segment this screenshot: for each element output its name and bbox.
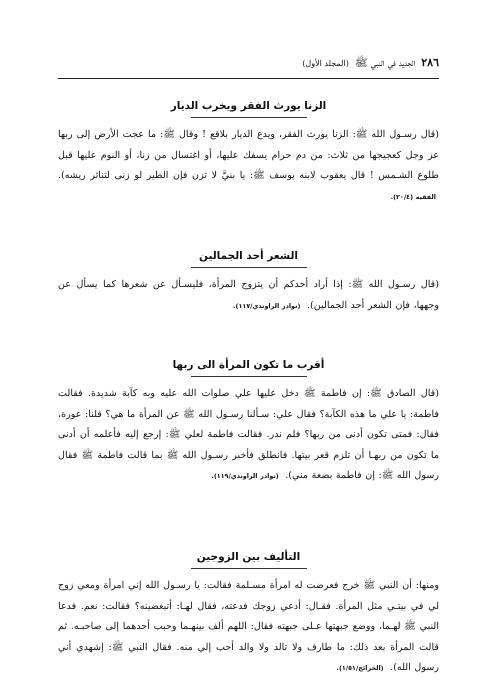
section-title: الزنا يورث الفقر ويخرب الديار [170,100,327,112]
title-underline [191,117,307,118]
source-citation: (نوادر الراوندي/١١٧). [233,301,301,310]
hadith-paragraph [58,576,439,679]
header-rule [58,78,439,79]
hadith-text: (قال رسـول الله ﷺ: إذا أراد أحدكم أن يتزوج المرأة، فليسـأل عن شعرها كما يسأل عن وجهها، فإن الشعر أحد الجمالين). [58,279,439,311]
hadith-paragraph [58,125,439,207]
section-closest [58,358,439,487]
page-number: ٢٨٦ [421,56,439,69]
section-hair [58,249,439,316]
source-citation: الفقيه (٢٠/٤). [390,192,436,201]
hadith-text: ومنها: أن النبي ﷺ خرج فعرضت له امرأة مسـلمة فقالت: يا رسـول الله إني امرأة ومعي زوج لي في بيتـي مثل المرأة. فقـال: أدعي زوجك فدعته، فقال لهـا: أتبغضينه؟ فقالت: نعم. فدعا النبي ﷺ لهـما، ووضع جبهتها عـلى جبهته فقال: اللهم ألف بينهـما وحبب أحدهما إلى صاحبـه. ثم قالت المرأة بعد ذلك: ما طارف ولا تالد ولا والد أحب إلي منه. فقال النبي ﷺ: إشهدي أني رسول الله). [58,580,439,674]
running-header [58,56,439,74]
hadith-text: (قال رسـول الله ﷺ: الزنا يورث الفقر، ويدع الديار بلاقع ! وقال ﷺ: ما عجت الأرض إلى ربها عز وجل كعجيجها من ثلاث: من دم حرام يسفك عليها، أو اغتسال من زنا، أو النوم عليها قبل طلوع الشـمس ! قال يعقوب لابنه يوسف ﷺ: يا بنيَّ لا تزن فإن الطير لو زنى لتناثر ريشه). [58,129,439,182]
section-poverty [58,99,439,207]
section-spouses [58,550,439,679]
hadith-paragraph [58,384,439,487]
section-title: التأليف بين الزوجين [196,551,301,563]
source-citation: (الخرائج/١/٥١). [336,664,384,673]
title-underline [191,568,307,569]
book-title: الجديد في النبي ﷺ [354,57,416,69]
hadith-text: (قال الصادق ﷺ: إن فاطمة ﷺ دخل عليها علي صلوات الله عليه وبه كآبة شديدة. فقالت فاطمة: يا علي ما هذه الكآبة؟ فقال علي: سـألنا رسـول الله ﷺ عن المرأة ما هي؟ قلنا: عورة، فقال: فمتى تكون أدنى من ربها؟ فلم ندر. فقالت فاطمة لعلي ﷺ: إرجع إليه فأعلمه أن أدنى ما تكون من ربهـا أن تلزم قعر بيتها. فانطلق فأخبر رسـول الله ﷺ بما قالت فاطمة ﷺ فقال رسول الله ﷺ: إن فاطمة بضعة مني). [58,388,439,482]
hadith-paragraph [58,275,439,316]
source-citation: (نوادر الراوندي/١١٩). [211,472,279,481]
section-title: أقرب ما تكون المرأة الى ربها [172,359,325,371]
title-underline [191,376,307,377]
title-underline [191,267,307,268]
section-title: الشعر أحد الجمالين [199,250,298,262]
volume-label: (المجلد الأول) [302,59,349,68]
